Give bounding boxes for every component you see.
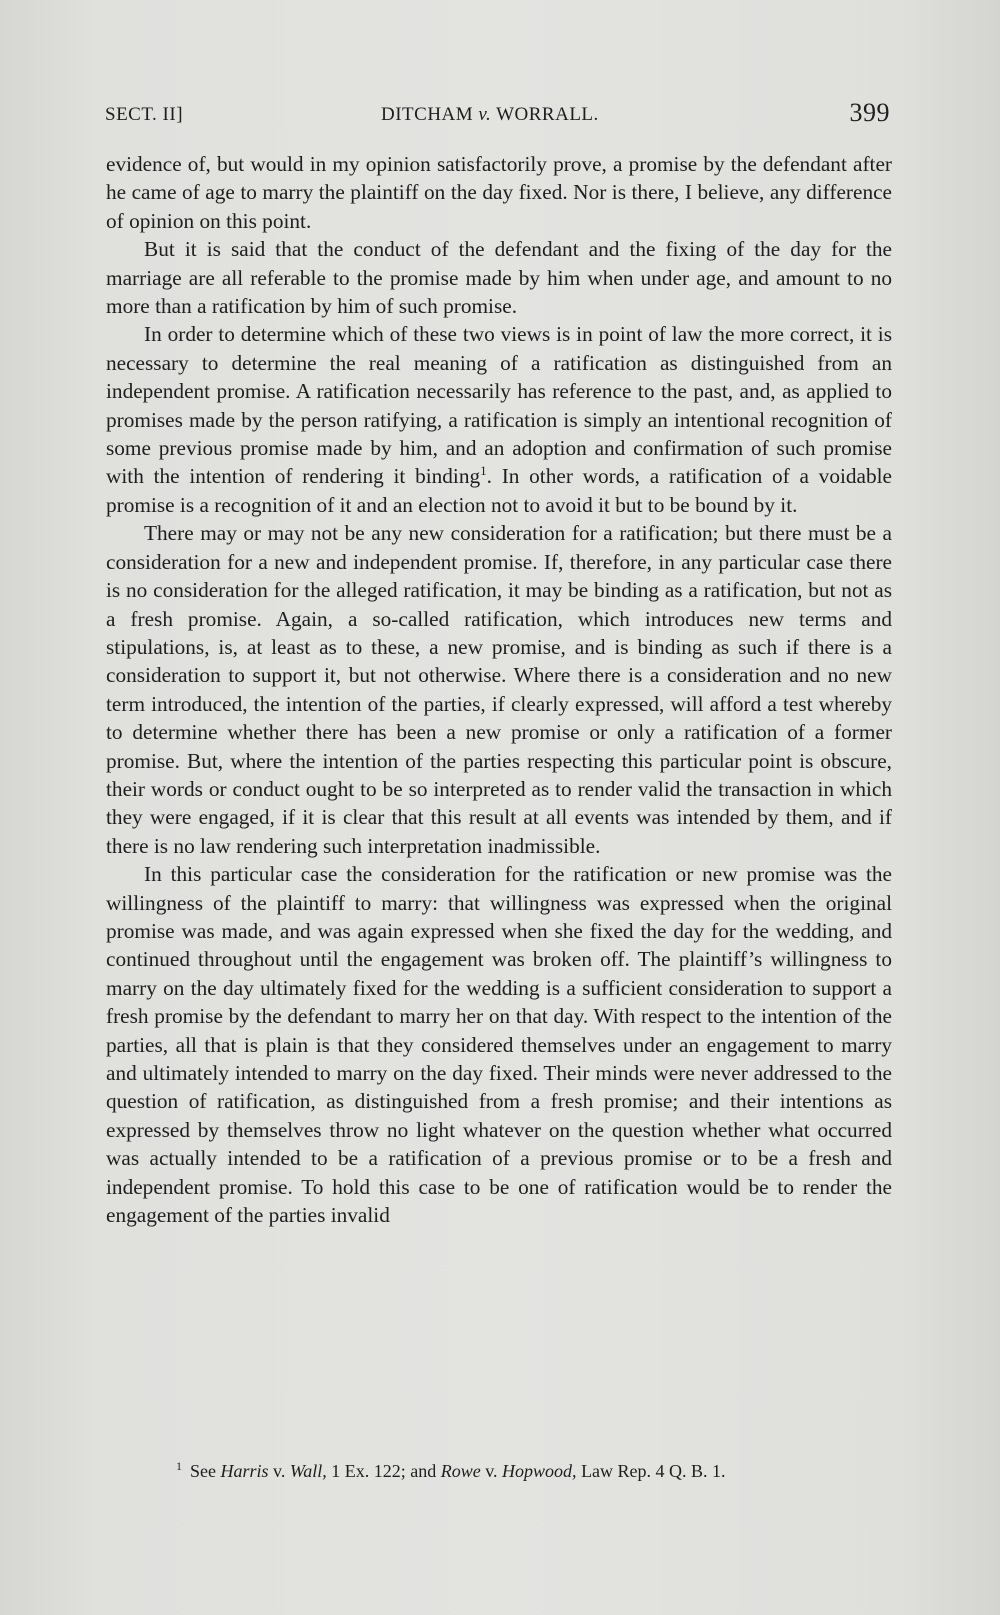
footnote-see: See [190, 1461, 221, 1481]
section-label: SECT. II] [105, 104, 184, 125]
paragraph-4: There may or may not be any new consideration for a ratification; but there must be a consideration for a new and independent promise. If, therefore, in any particular case there is no consideration for the alleged ratification, it may be binding as a ratification, but not as a fresh promise. Again, a so-called ratification, which introduces new terms and stipulations, is, at least as to these, a new promise, and is binding as such if there is a consideration to support it, but not otherwise. Where there is a consideration and no new term introduced, the intention of the parties, if clearly expressed, will afford a test whereby to determine whether there has been a new promise or only a ratification of a former promise. But, where the intention of the parties respecting this particular point is obscure, their words or conduct ought to be so interpreted as to render valid the transaction in which they were engaged, if it is clear that this result at all events was intended by them, and if there is no law rendering such interpretation inadmissible. [106, 521, 892, 858]
case-title [381, 104, 599, 126]
footnote [176, 1459, 896, 1483]
paragraph-3-part-b: . In other words, a ratification of a voidable promise is a recognition of it and an election not to avoid it but to be bound by it. [106, 464, 892, 517]
footnote-case-2-party-b: Hopwood, [502, 1461, 577, 1481]
footnote-citation-1: 1 Ex. 122; and [326, 1461, 441, 1481]
paragraph-1: evidence of, but would in my opinion satisfactorily prove, a promise by the defendant after he came of age to marry the plaintiff on the day fixed. Nor is there, I believe, any difference of opinion on this point. [106, 152, 892, 233]
running-header [105, 98, 890, 130]
case-title-versus: v. [478, 104, 492, 125]
paragraph-3-part-a: In order to determine which of these two views is in point of law the more correct, it is necessary to determine the real meaning of a ratification as distinguished from an independent promise. A ratification necessarily has reference to the past, and, as applied to promises made by the person ratifying, a ratification is simply an intentional recognition of some previous promise made by him, and an adoption and confirmation of such promise with the intention of rendering it binding [106, 322, 892, 489]
footnote-versus-1: v. [268, 1461, 290, 1481]
case-title-left: DITCHAM [381, 104, 479, 125]
footnote-versus-2: v. [480, 1461, 503, 1481]
footnote-case-1-party-a: Harris [220, 1461, 269, 1481]
paragraph-5: In this particular case the consideration for the ratification or new promise was the willingness of the plaintiff to marry: that willingness was expressed when the original promise was made, and was again expressed when she fixed the day for the wedding, and continued throughout until the engagement was broken off. The plaintiff’s willingness to marry on the day ultimately fixed for the wedding is a sufficient consideration to support a fresh promise by the defendant to marry her on that day. With respect to the intention of the parties, all that is plain is that they considered themselves under an engagement to marry and ultimately intended to marry on the day fixed. Their minds were never addressed to the question of ratification, as distinguished from a fresh promise; and their intentions as expressed by themselves throw no light whatever on the question whether what occurred was actually intended to be a ratification of a previous promise or to be a fresh and independent promise. To hold this case to be one of ratification would be to render the engagement of the parties invalid [106, 862, 892, 1228]
paragraph-3 [106, 320, 892, 519]
page-number: 399 [849, 98, 890, 127]
footnote-number: 1 [176, 1459, 182, 1473]
body-text [106, 150, 892, 1229]
case-title-right: WORRALL. [491, 104, 599, 125]
footnote-reference: 1 [480, 463, 487, 479]
footnote-case-1-party-b: Wall, [289, 1461, 327, 1481]
footnote-citation-2: Law Rep. 4 Q. B. 1. [576, 1461, 726, 1481]
footnote-case-2-party-a: Rowe [440, 1461, 481, 1481]
paragraph-2: But it is said that the conduct of the defendant and the fixing of the day for the marriage are all referable to the promise made by him when under age, and amount to no more than a ratification by him of such promise. [106, 237, 892, 319]
